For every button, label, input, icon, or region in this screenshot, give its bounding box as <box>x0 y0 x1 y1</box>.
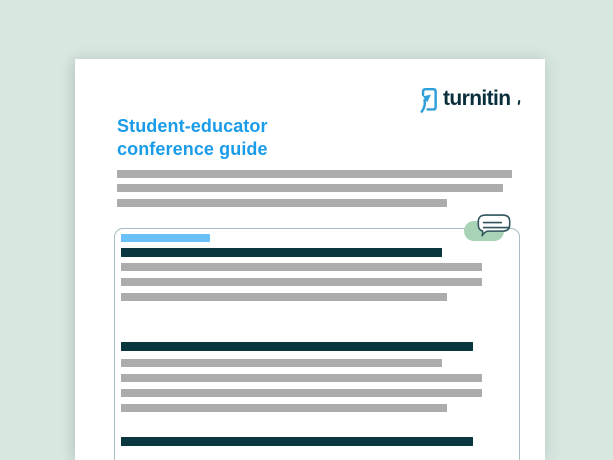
comment-bubble-icon <box>477 214 511 237</box>
placeholder-bar-gray <box>121 263 482 271</box>
placeholder-bar-gray <box>121 404 447 412</box>
placeholder-bar-dark <box>121 437 473 446</box>
page-title-line1: Student-educator <box>117 116 268 136</box>
placeholder-bar-gray <box>121 278 482 286</box>
placeholder-bar-gray <box>121 293 447 301</box>
placeholder-bar-gray <box>117 184 503 192</box>
placeholder-bar-gray <box>117 199 447 207</box>
placeholder-bar-blue <box>121 234 210 242</box>
document-page <box>75 59 545 460</box>
intro-paragraph-bars <box>75 59 545 219</box>
placeholder-bar-gray <box>121 389 482 397</box>
page-title-line2: conference guide <box>117 139 268 159</box>
placeholder-bar-gray <box>117 170 512 178</box>
placeholder-bar-dark <box>121 342 473 351</box>
turnitin-wordmark: turnitin <box>443 87 511 110</box>
placeholder-bar-dark <box>121 248 442 257</box>
placeholder-bar-gray <box>121 374 482 382</box>
content-card <box>114 228 520 460</box>
placeholder-bar-gray <box>121 359 442 367</box>
